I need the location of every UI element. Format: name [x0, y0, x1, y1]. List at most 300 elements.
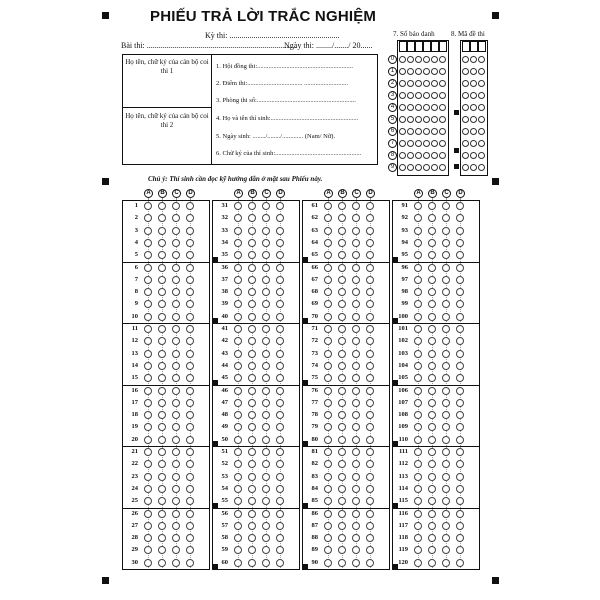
candidate-number-bubble[interactable] — [431, 128, 438, 135]
answer-bubble-d[interactable] — [366, 436, 374, 444]
answer-bubble-b[interactable] — [158, 202, 166, 210]
candidate-number-bubble[interactable] — [439, 68, 446, 75]
answer-bubble-d[interactable] — [366, 313, 374, 321]
answer-bubble-a[interactable] — [234, 239, 242, 247]
answer-bubble-c[interactable] — [262, 522, 270, 530]
exam-code-bubble[interactable] — [478, 56, 485, 63]
info-field-6[interactable]: 6. Chữ ký của thí sinh:..................................................... — [216, 150, 362, 157]
candidate-number-bubble[interactable] — [439, 128, 446, 135]
candidate-number-bubble[interactable] — [431, 80, 438, 87]
answer-bubble-a[interactable] — [144, 313, 152, 321]
answer-bubble-a[interactable] — [234, 399, 242, 407]
answer-bubble-a[interactable] — [414, 325, 422, 333]
exam-code-bubble[interactable] — [470, 92, 477, 99]
answer-bubble-d[interactable] — [276, 239, 284, 247]
answer-bubble-d[interactable] — [366, 362, 374, 370]
answer-bubble-c[interactable] — [172, 473, 180, 481]
answer-bubble-d[interactable] — [276, 202, 284, 210]
answer-bubble-c[interactable] — [352, 485, 360, 493]
exam-code-write-cell[interactable] — [462, 41, 470, 52]
answer-bubble-b[interactable] — [428, 387, 436, 395]
answer-bubble-b[interactable] — [248, 399, 256, 407]
answer-bubble-c[interactable] — [172, 510, 180, 518]
answer-bubble-b[interactable] — [158, 313, 166, 321]
answer-bubble-c[interactable] — [262, 436, 270, 444]
answer-bubble-c[interactable] — [262, 227, 270, 235]
answer-bubble-d[interactable] — [276, 485, 284, 493]
candidate-number-bubble[interactable] — [431, 152, 438, 159]
answer-bubble-b[interactable] — [428, 522, 436, 530]
answer-bubble-c[interactable] — [352, 473, 360, 481]
answer-bubble-b[interactable] — [428, 239, 436, 247]
info-field-1[interactable]: 1. Hội đồng thi:........................................................... — [216, 63, 354, 70]
answer-bubble-c[interactable] — [262, 239, 270, 247]
candidate-number-write-cell[interactable] — [423, 41, 431, 52]
answer-bubble-c[interactable] — [442, 448, 450, 456]
candidate-number-bubble[interactable] — [439, 116, 446, 123]
exam-code-bubble[interactable] — [478, 152, 485, 159]
answer-bubble-c[interactable] — [172, 227, 180, 235]
answer-bubble-b[interactable] — [428, 559, 436, 567]
candidate-number-bubble[interactable] — [415, 92, 422, 99]
answer-bubble-b[interactable] — [248, 325, 256, 333]
answer-bubble-d[interactable] — [456, 522, 464, 530]
candidate-number-bubble[interactable] — [439, 56, 446, 63]
answer-bubble-d[interactable] — [456, 362, 464, 370]
answer-bubble-d[interactable] — [366, 473, 374, 481]
answer-bubble-b[interactable] — [158, 387, 166, 395]
answer-bubble-c[interactable] — [352, 362, 360, 370]
answer-bubble-d[interactable] — [276, 448, 284, 456]
answer-bubble-b[interactable] — [338, 510, 346, 518]
answer-bubble-d[interactable] — [186, 325, 194, 333]
exam-code-bubble[interactable] — [462, 104, 469, 111]
candidate-number-bubble[interactable] — [407, 104, 414, 111]
answer-bubble-c[interactable] — [172, 387, 180, 395]
answer-bubble-d[interactable] — [186, 436, 194, 444]
answer-bubble-d[interactable] — [276, 559, 284, 567]
answer-bubble-b[interactable] — [158, 510, 166, 518]
answer-bubble-a[interactable] — [414, 510, 422, 518]
answer-bubble-b[interactable] — [248, 227, 256, 235]
answer-bubble-b[interactable] — [428, 313, 436, 321]
answer-bubble-a[interactable] — [324, 510, 332, 518]
answer-bubble-a[interactable] — [144, 362, 152, 370]
exam-code-bubble[interactable] — [478, 68, 485, 75]
answer-bubble-b[interactable] — [338, 559, 346, 567]
answer-bubble-b[interactable] — [338, 436, 346, 444]
candidate-number-bubble[interactable] — [415, 128, 422, 135]
answer-bubble-c[interactable] — [352, 202, 360, 210]
answer-bubble-b[interactable] — [248, 313, 256, 321]
answer-bubble-c[interactable] — [352, 387, 360, 395]
answer-bubble-b[interactable] — [248, 436, 256, 444]
answer-bubble-b[interactable] — [338, 239, 346, 247]
answer-bubble-d[interactable] — [456, 325, 464, 333]
answer-bubble-d[interactable] — [186, 448, 194, 456]
answer-bubble-b[interactable] — [158, 264, 166, 272]
answer-bubble-b[interactable] — [158, 485, 166, 493]
answer-bubble-a[interactable] — [414, 448, 422, 456]
answer-bubble-b[interactable] — [428, 202, 436, 210]
answer-bubble-b[interactable] — [338, 276, 346, 284]
answer-bubble-b[interactable] — [428, 510, 436, 518]
answer-bubble-b[interactable] — [338, 473, 346, 481]
answer-bubble-d[interactable] — [366, 448, 374, 456]
exam-code-bubble[interactable] — [470, 128, 477, 135]
answer-bubble-a[interactable] — [414, 473, 422, 481]
answer-bubble-d[interactable] — [186, 276, 194, 284]
answer-bubble-a[interactable] — [144, 387, 152, 395]
answer-bubble-d[interactable] — [186, 473, 194, 481]
answer-bubble-c[interactable] — [172, 313, 180, 321]
candidate-number-bubble[interactable] — [415, 164, 422, 171]
answer-bubble-c[interactable] — [352, 350, 360, 358]
exam-code-bubble[interactable] — [478, 104, 485, 111]
answer-bubble-a[interactable] — [234, 510, 242, 518]
answer-bubble-b[interactable] — [428, 436, 436, 444]
answer-bubble-d[interactable] — [456, 313, 464, 321]
answer-bubble-d[interactable] — [276, 313, 284, 321]
answer-bubble-c[interactable] — [442, 473, 450, 481]
exam-code-bubble[interactable] — [470, 116, 477, 123]
answer-bubble-c[interactable] — [352, 510, 360, 518]
answer-bubble-b[interactable] — [158, 362, 166, 370]
answer-bubble-d[interactable] — [366, 559, 374, 567]
candidate-number-bubble[interactable] — [431, 164, 438, 171]
answer-bubble-c[interactable] — [262, 276, 270, 284]
answer-bubble-d[interactable] — [366, 276, 374, 284]
candidate-number-bubble[interactable] — [423, 152, 430, 159]
answer-bubble-a[interactable] — [144, 559, 152, 567]
answer-bubble-b[interactable] — [248, 522, 256, 530]
answer-bubble-c[interactable] — [442, 276, 450, 284]
candidate-number-bubble[interactable] — [415, 116, 422, 123]
answer-bubble-a[interactable] — [234, 202, 242, 210]
candidate-number-bubble[interactable] — [407, 140, 414, 147]
answer-bubble-b[interactable] — [428, 350, 436, 358]
answer-bubble-b[interactable] — [158, 522, 166, 530]
answer-bubble-a[interactable] — [144, 399, 152, 407]
answer-bubble-a[interactable] — [414, 313, 422, 321]
candidate-number-bubble[interactable] — [399, 140, 406, 147]
exam-code-bubble[interactable] — [470, 140, 477, 147]
answer-bubble-b[interactable] — [428, 485, 436, 493]
candidate-number-bubble[interactable] — [407, 92, 414, 99]
answer-bubble-c[interactable] — [172, 325, 180, 333]
answer-bubble-c[interactable] — [352, 559, 360, 567]
answer-bubble-d[interactable] — [186, 264, 194, 272]
answer-bubble-d[interactable] — [186, 559, 194, 567]
answer-bubble-a[interactable] — [144, 276, 152, 284]
answer-bubble-b[interactable] — [158, 399, 166, 407]
answer-bubble-a[interactable] — [324, 239, 332, 247]
answer-bubble-c[interactable] — [352, 313, 360, 321]
exam-code-bubble[interactable] — [470, 80, 477, 87]
candidate-number-bubble[interactable] — [439, 164, 446, 171]
answer-bubble-c[interactable] — [442, 485, 450, 493]
answer-bubble-d[interactable] — [456, 227, 464, 235]
answer-bubble-d[interactable] — [366, 202, 374, 210]
answer-bubble-c[interactable] — [172, 362, 180, 370]
answer-bubble-a[interactable] — [324, 362, 332, 370]
answer-bubble-b[interactable] — [248, 387, 256, 395]
answer-bubble-b[interactable] — [338, 313, 346, 321]
answer-bubble-d[interactable] — [456, 510, 464, 518]
answer-bubble-a[interactable] — [324, 350, 332, 358]
answer-bubble-a[interactable] — [324, 485, 332, 493]
candidate-number-bubble[interactable] — [415, 56, 422, 63]
candidate-number-bubble[interactable] — [399, 68, 406, 75]
candidate-number-bubble[interactable] — [431, 116, 438, 123]
answer-bubble-d[interactable] — [186, 239, 194, 247]
answer-bubble-b[interactable] — [338, 362, 346, 370]
candidate-number-bubble[interactable] — [415, 140, 422, 147]
answer-bubble-c[interactable] — [442, 239, 450, 247]
answer-bubble-d[interactable] — [276, 387, 284, 395]
answer-bubble-a[interactable] — [414, 227, 422, 235]
answer-bubble-d[interactable] — [456, 436, 464, 444]
answer-bubble-a[interactable] — [144, 227, 152, 235]
answer-bubble-a[interactable] — [234, 350, 242, 358]
answer-bubble-d[interactable] — [456, 473, 464, 481]
answer-bubble-b[interactable] — [158, 276, 166, 284]
answer-bubble-d[interactable] — [366, 510, 374, 518]
answer-bubble-d[interactable] — [186, 485, 194, 493]
answer-bubble-c[interactable] — [172, 202, 180, 210]
answer-bubble-a[interactable] — [234, 436, 242, 444]
answer-bubble-c[interactable] — [262, 510, 270, 518]
answer-bubble-d[interactable] — [276, 227, 284, 235]
answer-bubble-c[interactable] — [442, 325, 450, 333]
answer-bubble-a[interactable] — [234, 485, 242, 493]
candidate-number-write-cell[interactable] — [415, 41, 423, 52]
exam-code-bubble[interactable] — [462, 56, 469, 63]
answer-bubble-a[interactable] — [144, 264, 152, 272]
answer-bubble-b[interactable] — [428, 473, 436, 481]
answer-bubble-c[interactable] — [442, 387, 450, 395]
candidate-number-bubble[interactable] — [439, 152, 446, 159]
candidate-number-bubble[interactable] — [423, 128, 430, 135]
answer-bubble-d[interactable] — [276, 510, 284, 518]
answer-bubble-c[interactable] — [172, 399, 180, 407]
answer-bubble-a[interactable] — [234, 448, 242, 456]
answer-bubble-c[interactable] — [172, 276, 180, 284]
answer-bubble-b[interactable] — [428, 264, 436, 272]
answer-bubble-d[interactable] — [186, 522, 194, 530]
answer-bubble-d[interactable] — [276, 436, 284, 444]
answer-bubble-c[interactable] — [352, 239, 360, 247]
answer-bubble-c[interactable] — [262, 264, 270, 272]
answer-bubble-d[interactable] — [276, 362, 284, 370]
answer-bubble-d[interactable] — [456, 399, 464, 407]
answer-bubble-c[interactable] — [352, 276, 360, 284]
answer-bubble-c[interactable] — [172, 264, 180, 272]
answer-bubble-d[interactable] — [366, 522, 374, 530]
answer-bubble-b[interactable] — [428, 276, 436, 284]
exam-code-bubble[interactable] — [462, 140, 469, 147]
candidate-number-bubble[interactable] — [407, 164, 414, 171]
candidate-number-bubble[interactable] — [407, 68, 414, 75]
answer-bubble-a[interactable] — [324, 473, 332, 481]
answer-bubble-d[interactable] — [186, 313, 194, 321]
answer-bubble-c[interactable] — [172, 239, 180, 247]
answer-bubble-b[interactable] — [428, 325, 436, 333]
info-field-3[interactable]: 3. Phòng thi số:............................................................. — [216, 97, 356, 104]
answer-bubble-c[interactable] — [262, 313, 270, 321]
answer-bubble-c[interactable] — [262, 485, 270, 493]
answer-bubble-a[interactable] — [234, 276, 242, 284]
answer-bubble-c[interactable] — [352, 264, 360, 272]
candidate-number-bubble[interactable] — [439, 80, 446, 87]
answer-bubble-d[interactable] — [366, 350, 374, 358]
answer-bubble-a[interactable] — [414, 264, 422, 272]
exam-code-bubble[interactable] — [462, 68, 469, 75]
exam-code-bubble[interactable] — [478, 128, 485, 135]
answer-bubble-d[interactable] — [186, 350, 194, 358]
answer-bubble-d[interactable] — [276, 473, 284, 481]
exam-code-bubble[interactable] — [470, 68, 477, 75]
answer-bubble-a[interactable] — [234, 325, 242, 333]
answer-bubble-c[interactable] — [262, 448, 270, 456]
exam-code-bubble[interactable] — [470, 152, 477, 159]
answer-bubble-d[interactable] — [456, 387, 464, 395]
answer-bubble-c[interactable] — [262, 202, 270, 210]
answer-bubble-c[interactable] — [442, 510, 450, 518]
answer-bubble-c[interactable] — [352, 436, 360, 444]
answer-bubble-d[interactable] — [186, 387, 194, 395]
exam-code-bubble[interactable] — [478, 80, 485, 87]
candidate-number-write-cell[interactable] — [399, 41, 407, 52]
answer-bubble-d[interactable] — [186, 399, 194, 407]
exam-code-bubble[interactable] — [462, 92, 469, 99]
candidate-number-bubble[interactable] — [399, 92, 406, 99]
answer-bubble-a[interactable] — [324, 399, 332, 407]
answer-bubble-c[interactable] — [172, 522, 180, 530]
answer-bubble-c[interactable] — [262, 325, 270, 333]
answer-bubble-c[interactable] — [442, 313, 450, 321]
answer-bubble-b[interactable] — [338, 485, 346, 493]
answer-bubble-a[interactable] — [324, 202, 332, 210]
answer-bubble-c[interactable] — [442, 436, 450, 444]
answer-bubble-c[interactable] — [442, 362, 450, 370]
answer-bubble-a[interactable] — [324, 276, 332, 284]
answer-bubble-d[interactable] — [366, 227, 374, 235]
answer-bubble-c[interactable] — [442, 227, 450, 235]
candidate-number-bubble[interactable] — [423, 164, 430, 171]
candidate-number-bubble[interactable] — [399, 104, 406, 111]
answer-bubble-a[interactable] — [324, 325, 332, 333]
candidate-number-write-cell[interactable] — [431, 41, 439, 52]
answer-bubble-d[interactable] — [276, 325, 284, 333]
answer-bubble-d[interactable] — [456, 276, 464, 284]
answer-bubble-c[interactable] — [262, 362, 270, 370]
answer-bubble-a[interactable] — [414, 522, 422, 530]
exam-code-bubble[interactable] — [462, 164, 469, 171]
candidate-number-bubble[interactable] — [431, 104, 438, 111]
answer-bubble-d[interactable] — [186, 362, 194, 370]
answer-bubble-d[interactable] — [366, 387, 374, 395]
answer-bubble-c[interactable] — [262, 350, 270, 358]
answer-bubble-c[interactable] — [352, 522, 360, 530]
answer-bubble-b[interactable] — [338, 202, 346, 210]
answer-bubble-d[interactable] — [456, 559, 464, 567]
answer-bubble-b[interactable] — [158, 559, 166, 567]
answer-bubble-b[interactable] — [338, 387, 346, 395]
answer-bubble-c[interactable] — [262, 473, 270, 481]
candidate-number-bubble[interactable] — [399, 80, 406, 87]
answer-bubble-b[interactable] — [338, 264, 346, 272]
answer-bubble-d[interactable] — [366, 239, 374, 247]
answer-bubble-c[interactable] — [262, 399, 270, 407]
answer-bubble-d[interactable] — [456, 485, 464, 493]
answer-bubble-c[interactable] — [172, 350, 180, 358]
answer-bubble-a[interactable] — [144, 239, 152, 247]
candidate-number-bubble[interactable] — [423, 116, 430, 123]
answer-bubble-b[interactable] — [158, 473, 166, 481]
candidate-number-write-cell[interactable] — [407, 41, 415, 52]
candidate-number-bubble[interactable] — [439, 140, 446, 147]
answer-bubble-a[interactable] — [234, 387, 242, 395]
exam-code-bubble[interactable] — [470, 104, 477, 111]
answer-bubble-a[interactable] — [324, 313, 332, 321]
answer-bubble-a[interactable] — [234, 522, 242, 530]
answer-bubble-a[interactable] — [234, 264, 242, 272]
answer-bubble-a[interactable] — [144, 485, 152, 493]
answer-bubble-d[interactable] — [366, 399, 374, 407]
candidate-number-bubble[interactable] — [407, 152, 414, 159]
answer-bubble-c[interactable] — [352, 325, 360, 333]
answer-bubble-b[interactable] — [248, 202, 256, 210]
answer-bubble-d[interactable] — [186, 510, 194, 518]
answer-bubble-b[interactable] — [158, 325, 166, 333]
answer-bubble-a[interactable] — [324, 227, 332, 235]
exam-code-write-cell[interactable] — [470, 41, 478, 52]
candidate-number-bubble[interactable] — [415, 80, 422, 87]
candidate-number-bubble[interactable] — [431, 56, 438, 63]
candidate-number-bubble[interactable] — [423, 56, 430, 63]
answer-bubble-b[interactable] — [428, 448, 436, 456]
candidate-number-bubble[interactable] — [423, 92, 430, 99]
answer-bubble-d[interactable] — [456, 202, 464, 210]
answer-bubble-b[interactable] — [248, 350, 256, 358]
answer-bubble-b[interactable] — [338, 227, 346, 235]
answer-bubble-a[interactable] — [414, 350, 422, 358]
candidate-number-bubble[interactable] — [423, 68, 430, 75]
answer-bubble-c[interactable] — [172, 485, 180, 493]
answer-bubble-d[interactable] — [366, 485, 374, 493]
answer-bubble-a[interactable] — [324, 436, 332, 444]
answer-bubble-b[interactable] — [158, 436, 166, 444]
answer-bubble-c[interactable] — [262, 387, 270, 395]
answer-bubble-b[interactable] — [338, 448, 346, 456]
info-field-4[interactable]: 4. Họ và tên thí sinh:...................................................... — [216, 115, 359, 122]
answer-bubble-d[interactable] — [456, 448, 464, 456]
candidate-number-bubble[interactable] — [431, 68, 438, 75]
answer-bubble-b[interactable] — [248, 485, 256, 493]
answer-bubble-a[interactable] — [324, 522, 332, 530]
answer-bubble-a[interactable] — [144, 448, 152, 456]
candidate-number-bubble[interactable] — [407, 80, 414, 87]
exam-code-bubble[interactable] — [462, 128, 469, 135]
answer-bubble-d[interactable] — [456, 350, 464, 358]
answer-bubble-a[interactable] — [414, 362, 422, 370]
answer-bubble-a[interactable] — [144, 510, 152, 518]
candidate-number-bubble[interactable] — [423, 140, 430, 147]
exam-code-bubble[interactable] — [478, 140, 485, 147]
answer-bubble-b[interactable] — [248, 264, 256, 272]
answer-bubble-d[interactable] — [276, 350, 284, 358]
